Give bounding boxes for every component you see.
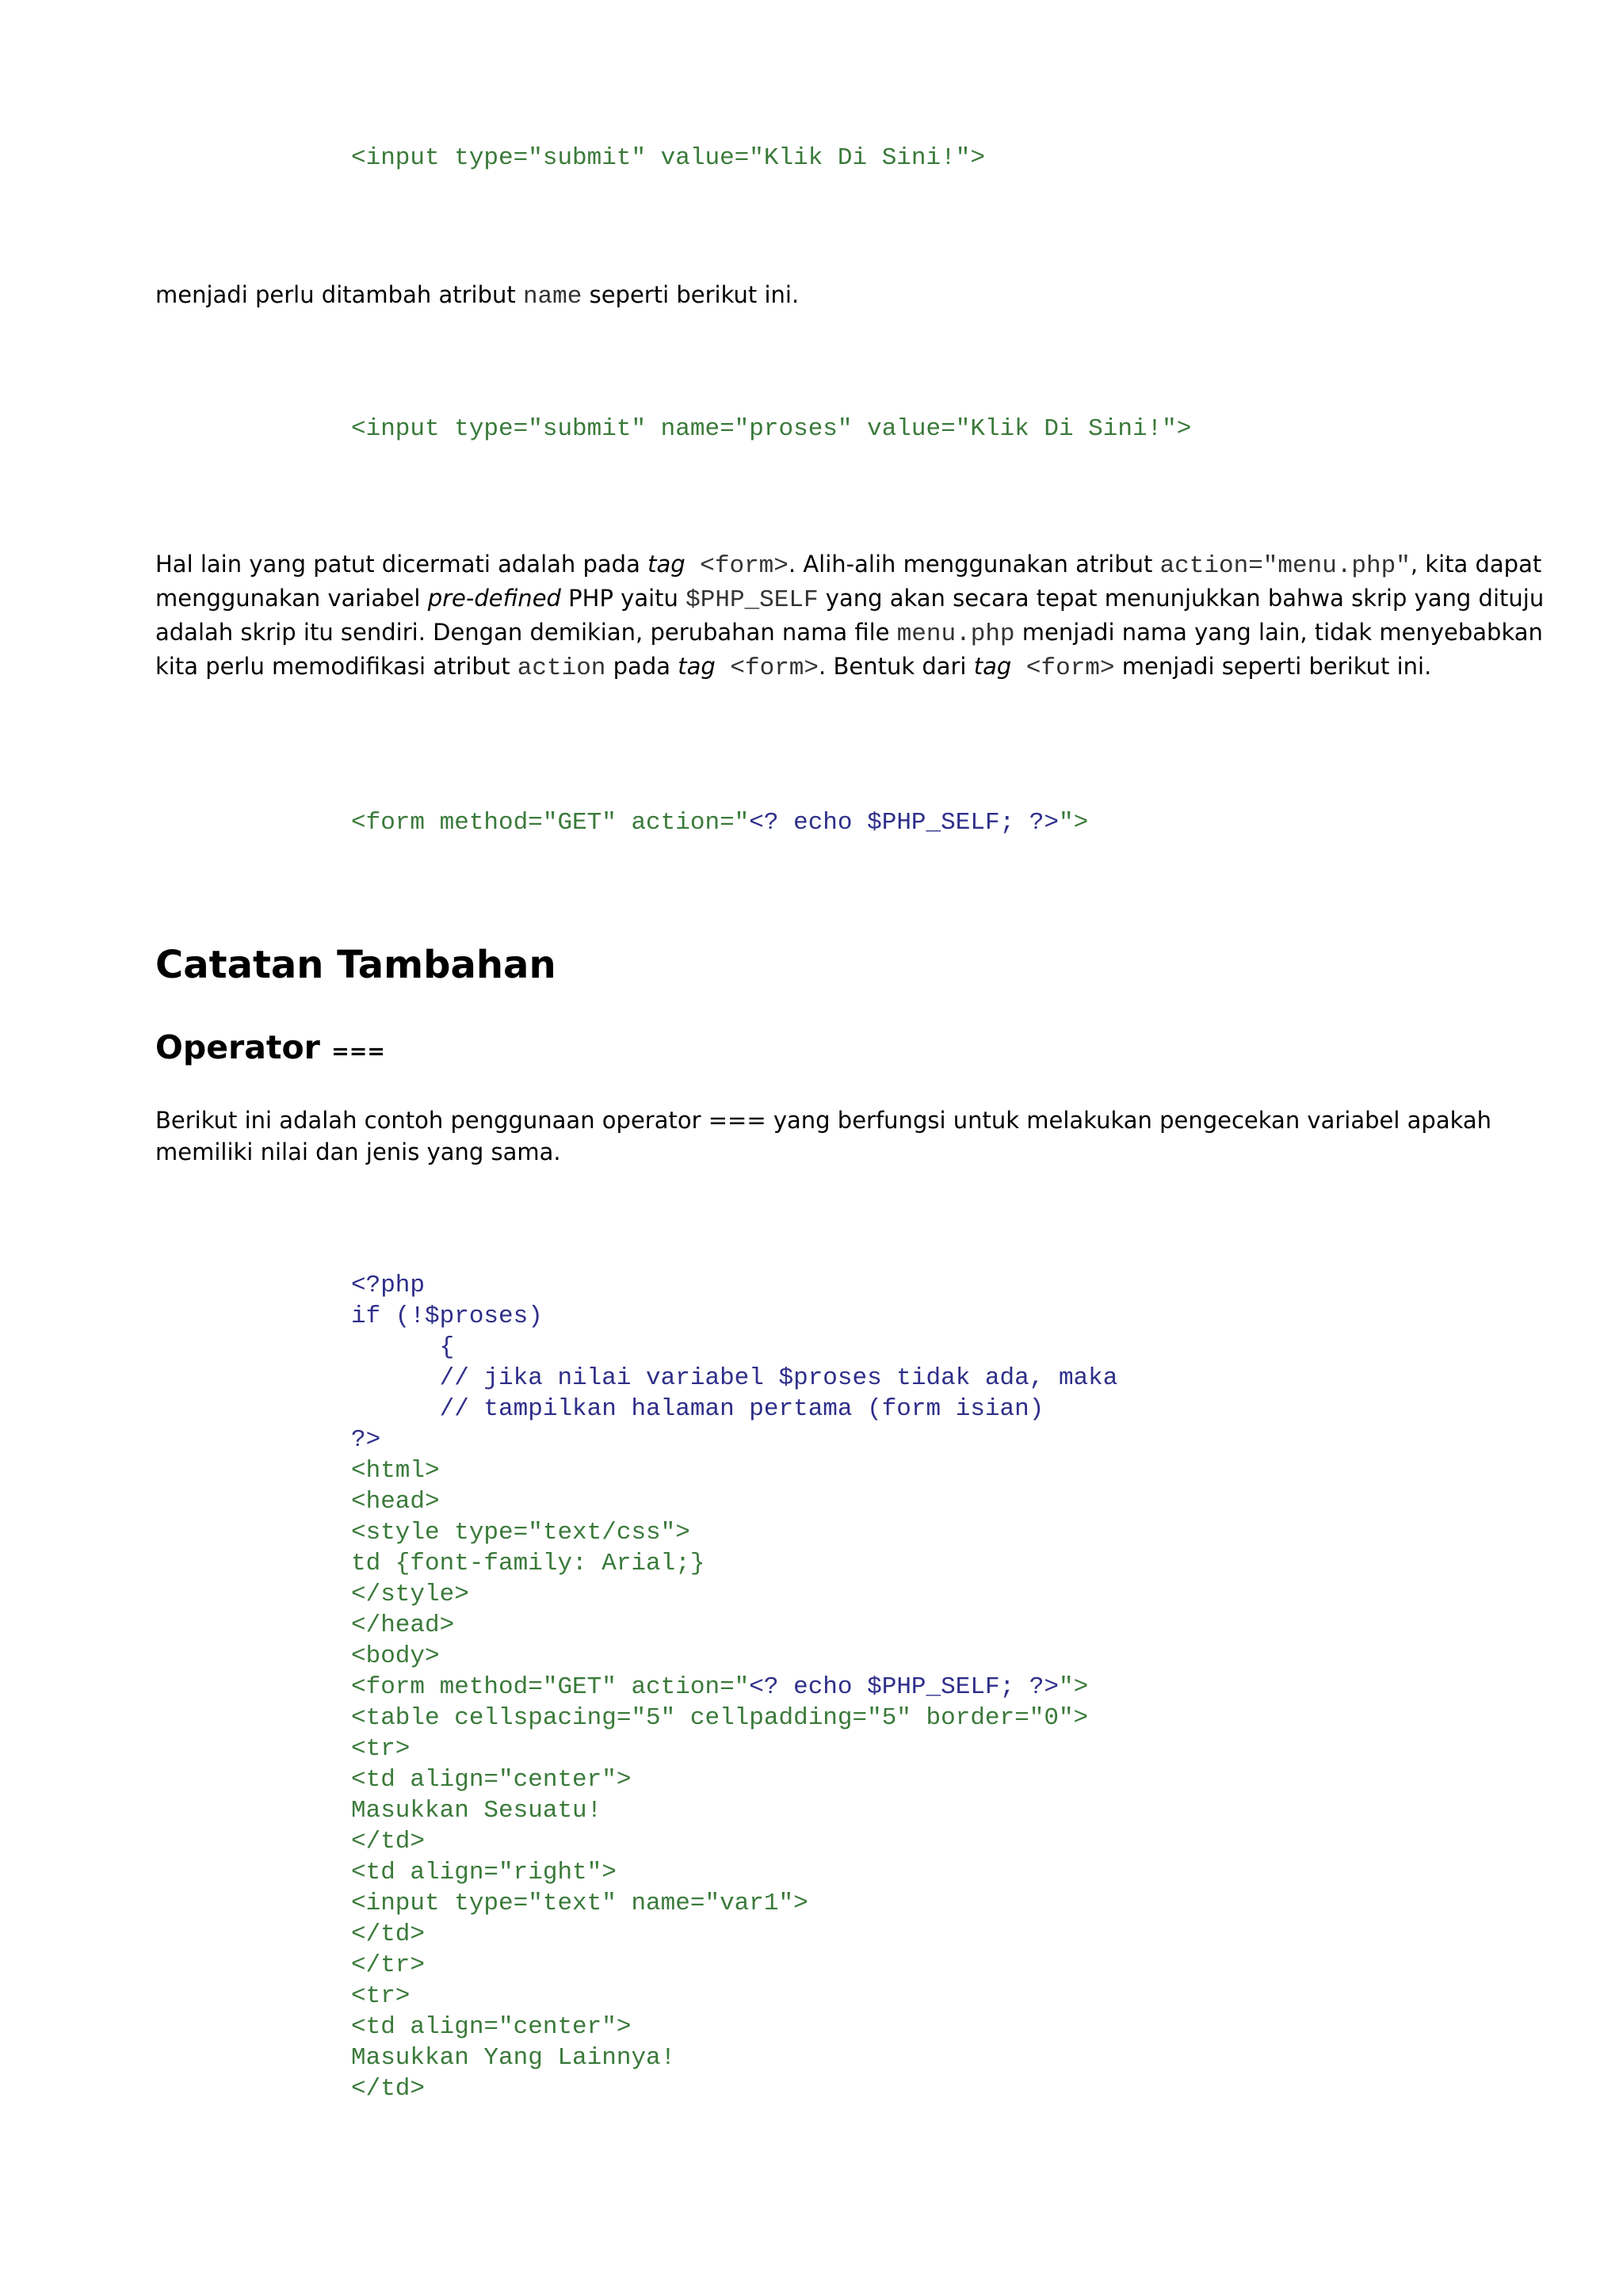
para2-text: menjadi nama yang lain, tidak menyebabkan kita perlu memodifikasi atribut [155, 619, 1543, 680]
code-line [351, 1764, 1117, 1795]
para2-italic: tag [973, 653, 1012, 680]
code-line-text: Masukkan Sesuatu! [351, 1797, 602, 1825]
code-line-text: <td align="right"> [351, 1859, 617, 1886]
code-line [351, 1795, 1117, 1826]
para2-italic: tag [678, 653, 716, 680]
inline-code-form: <form> [685, 552, 789, 580]
code-green-part: <form method="GET" action=" [351, 809, 750, 837]
para2-text: Hal lain yang patut dicermati adalah pada [155, 551, 648, 578]
code-line [351, 1950, 1117, 1981]
code-line-text: </td> [351, 1920, 426, 1948]
code-line-text: <head> [351, 1488, 440, 1516]
code-line-text: </tr> [351, 1951, 426, 1979]
para2-text: . Alih-alih menggunakan atribut [788, 551, 1160, 578]
code-line [351, 1363, 1117, 1394]
code-line-text: if (!$proses) [351, 1302, 543, 1330]
inline-code-form: <form> [1011, 654, 1115, 682]
paragraph-name-attribute [155, 279, 1550, 313]
code-line-text: <style type="text/css"> [351, 1519, 690, 1547]
code-line [351, 1579, 1117, 1610]
code-line [351, 1610, 1117, 1641]
code-line-text: </head> [351, 1611, 455, 1639]
code-line [351, 2012, 1117, 2042]
paragraph-operator: Berikut ini adalah contoh penggunaan operator === yang berfungsi untuk melakukan pengecekan variabel apakah memiliki nilai dan jenis yang sama. [155, 1107, 1492, 1165]
code-line [351, 1672, 1117, 1703]
code-green-part: "> [1058, 809, 1089, 837]
code-line-text: </td> [351, 2075, 426, 2103]
code-line [351, 1888, 1117, 1919]
code-line-php: <? echo $PHP_SELF; ?> [749, 1673, 1059, 1701]
code-line-text: <td align="center"> [351, 2013, 632, 2041]
code-line-text: { [351, 1333, 455, 1361]
code-snippet-form-php-self [351, 807, 1088, 838]
inline-code-action: action="menu.php" [1159, 552, 1411, 580]
code-line-text: td {font-family: Arial;} [351, 1550, 705, 1577]
subsection-heading [155, 1027, 385, 1073]
code-snippet-submit-with-name: <input type="submit" name="proses" value="Klik Di Sini!"> [351, 415, 1192, 443]
subsection-heading-text: Operator [155, 1028, 320, 1066]
code-listing [351, 1270, 1117, 2104]
inline-code-action-attr: action [517, 654, 606, 682]
code-line [351, 1517, 1117, 1548]
code-line-text: </style> [351, 1581, 469, 1608]
para2-text: . Bentuk dari [819, 653, 974, 680]
code-line-text: // jika nilai variabel $proses tidak ada, maka [351, 1364, 1118, 1392]
section-heading: Catatan Tambahan [155, 943, 556, 987]
subsection-heading-operator: === [331, 1039, 386, 1064]
code-line [351, 1641, 1117, 1672]
para2-italic: tag [647, 551, 685, 578]
code-line-text: <body> [351, 1642, 440, 1670]
code-line [351, 1270, 1117, 1301]
code-line-text: ?> [351, 1426, 381, 1454]
code-line [351, 1332, 1117, 1363]
code-line [351, 1486, 1117, 1517]
para1-text-before: menjadi perlu ditambah atribut [155, 281, 523, 308]
inline-code-menu-php: menu.php [896, 620, 1015, 648]
code-line [351, 1733, 1117, 1764]
inline-code-name: name [522, 283, 582, 311]
code-line [351, 2073, 1117, 2104]
inline-code-php-self: $PHP_SELF [685, 586, 819, 614]
inline-code-form: <form> [715, 654, 819, 682]
code-line-text: <td align="center"> [351, 1766, 632, 1794]
code-snippet-submit: <input type="submit" value="Klik Di Sini!"> [351, 144, 985, 172]
code-line [351, 1425, 1117, 1455]
code-line [351, 1919, 1117, 1950]
para2-text: yang akan secara tepat menunjukkan bahwa skrip yang dituju adalah skrip itu sendiri. Dengan demikian, perubahan nama file [155, 585, 1545, 646]
code-line [351, 1301, 1117, 1332]
code-line-text: <table cellspacing="5" cellpadding="5" border="0"> [351, 1704, 1089, 1732]
code-line-text: <html> [351, 1457, 440, 1485]
para2-text: menjadi seperti berikut ini. [1114, 653, 1432, 680]
code-line-text: <?php [351, 1272, 426, 1299]
code-line-text: </td> [351, 1828, 426, 1855]
code-line [351, 1455, 1117, 1486]
para2-italic: pre-defined [427, 585, 561, 612]
code-line-tail: "> [1058, 1673, 1089, 1701]
code-line [351, 2042, 1117, 2073]
code-line-text: <tr> [351, 1735, 411, 1763]
code-php-part: <? echo $PHP_SELF; ?> [749, 809, 1059, 837]
code-line-text: <form method="GET" action=" [351, 1673, 750, 1701]
code-line [351, 1857, 1117, 1888]
para2-text: PHP yaitu [560, 585, 686, 612]
code-line-text: <tr> [351, 1982, 411, 2010]
code-line [351, 1703, 1117, 1733]
code-line-text: <input type="text" name="var1"> [351, 1890, 808, 1917]
code-line [351, 1548, 1117, 1579]
paragraph-php-self [155, 548, 1550, 685]
code-line-text: Masukkan Yang Lainnya! [351, 2044, 676, 2072]
code-line [351, 1826, 1117, 1857]
code-line-text: // tampilkan halaman pertama (form isian) [351, 1395, 1044, 1423]
para1-text-after: seperti berikut ini. [582, 281, 800, 308]
para2-text: , kita dapat menggunakan variabel [155, 551, 1542, 612]
code-line [351, 1981, 1117, 2012]
code-line [351, 1394, 1117, 1425]
para2-text: pada [605, 653, 678, 680]
